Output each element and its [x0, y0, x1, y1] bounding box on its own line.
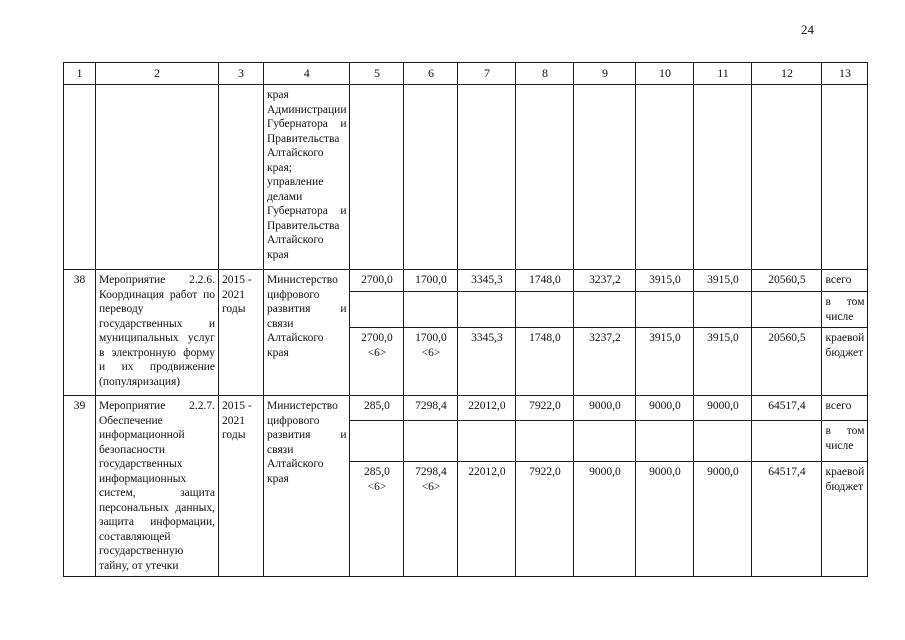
amount-cell: 7298,4 <6> — [404, 462, 458, 577]
program-table — [63, 62, 868, 577]
row-number: 38 — [64, 270, 96, 396]
funding-label: всего — [822, 270, 868, 292]
column-header: 5 — [350, 63, 404, 85]
amount-cell: 22012,0 — [458, 396, 516, 421]
footnote-ref: <6> — [367, 346, 387, 359]
amount-cell: 1748,0 — [516, 270, 574, 292]
amount-cell: 285,0 — [350, 396, 404, 421]
column-header: 11 — [694, 63, 752, 85]
footnote-ref: <6> — [367, 480, 387, 493]
amount-cell: 3345,3 — [458, 328, 516, 396]
executor: Министерство цифрового развития и связи Алтайского края — [264, 270, 350, 396]
amount-cell: 1700,0 — [404, 270, 458, 292]
continuation-row — [64, 85, 868, 270]
funding-label: всего — [822, 396, 868, 421]
column-header: 3 — [219, 63, 264, 85]
header-row — [64, 63, 868, 85]
column-header: 2 — [96, 63, 219, 85]
executor-continuation: края Администрации Губернатора и Правительства Алтайского края; управление делами Губернатора и Правительства Алтайского края — [264, 85, 350, 270]
amount-cell: 3915,0 — [636, 328, 694, 396]
amount-cell: 3915,0 — [694, 328, 752, 396]
column-header: 4 — [264, 63, 350, 85]
column-header: 6 — [404, 63, 458, 85]
amount-cell: 3345,3 — [458, 270, 516, 292]
amount-cell: 20560,5 — [752, 328, 822, 396]
amount-cell: 9000,0 — [636, 462, 694, 577]
years: 2015 - 2021 годы — [219, 396, 264, 577]
page-number: 24 — [801, 22, 814, 37]
amount-cell: 7922,0 — [516, 462, 574, 577]
measure-name: Мероприятие 2.2.6. Координация работ по переводу государственных и муниципальных услуг в электронную форму и их продвижение (популяризация) — [96, 270, 219, 396]
column-header: 13 — [822, 63, 868, 85]
footnote-ref: <6> — [421, 346, 441, 359]
amount-cell: 3237,2 — [574, 270, 636, 292]
funding-label: в том числе — [822, 292, 868, 328]
funding-label: в том числе — [822, 421, 868, 462]
table-row — [64, 396, 868, 421]
table-row — [64, 270, 868, 292]
amount-cell: 9000,0 — [694, 462, 752, 577]
footnote-ref: <6> — [421, 480, 441, 493]
amount-cell: 3237,2 — [574, 328, 636, 396]
column-header: 8 — [516, 63, 574, 85]
amount-cell: 3915,0 — [694, 270, 752, 292]
amount-cell: 9000,0 — [574, 396, 636, 421]
amount-cell: 2700,0 <6> — [350, 328, 404, 396]
amount-cell: 7298,4 — [404, 396, 458, 421]
funding-label: краевой бюджет — [822, 462, 868, 577]
funding-label: краевой бюджет — [822, 328, 868, 396]
amount-cell: 285,0 <6> — [350, 462, 404, 577]
column-header: 7 — [458, 63, 516, 85]
measure-name: Мероприятие 2.2.7. Обеспечение информационной безопасности государственных информационных систем, защита персональных данных, защита информации, составляющей государственную тайну, от утечки — [96, 396, 219, 577]
amount-cell: 20560,5 — [752, 270, 822, 292]
amount-cell: 1748,0 — [516, 328, 574, 396]
amount-cell: 64517,4 — [752, 396, 822, 421]
years: 2015 - 2021 годы — [219, 270, 264, 396]
amount-cell: 22012,0 — [458, 462, 516, 577]
amount-cell: 64517,4 — [752, 462, 822, 577]
amount-cell: 7922,0 — [516, 396, 574, 421]
executor: Министерство цифрового развития и связи Алтайского края — [264, 396, 350, 577]
column-header: 10 — [636, 63, 694, 85]
column-header: 9 — [574, 63, 636, 85]
column-header: 12 — [752, 63, 822, 85]
amount-cell: 9000,0 — [694, 396, 752, 421]
amount-cell: 9000,0 — [574, 462, 636, 577]
column-header: 1 — [64, 63, 96, 85]
amount-cell: 9000,0 — [636, 396, 694, 421]
amount-cell: 1700,0 <6> — [404, 328, 458, 396]
amount-cell: 3915,0 — [636, 270, 694, 292]
row-number: 39 — [64, 396, 96, 577]
amount-cell: 2700,0 — [350, 270, 404, 292]
